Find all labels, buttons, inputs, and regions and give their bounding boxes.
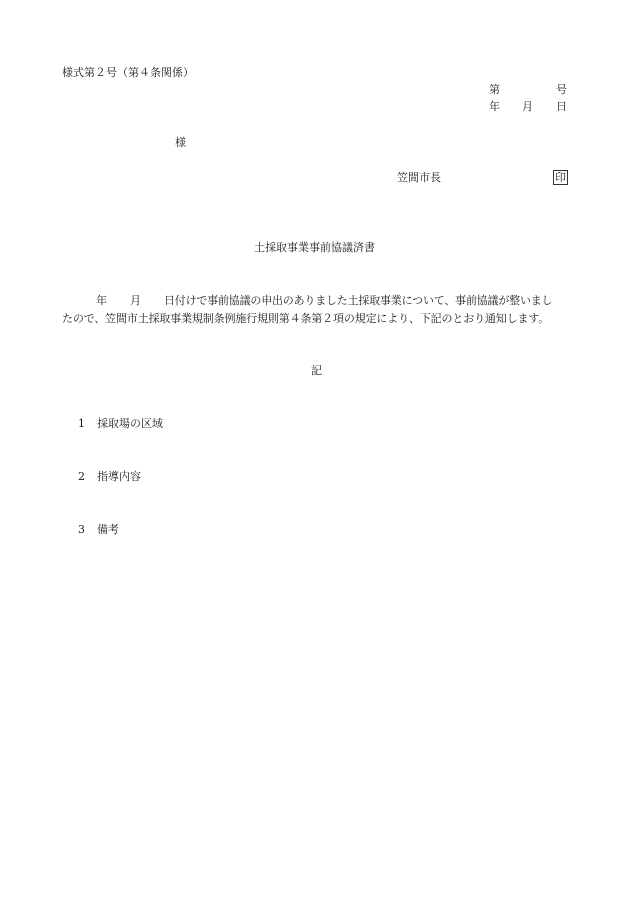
date-day: 日 [556, 100, 567, 113]
item-3-number: 3 [78, 523, 85, 536]
document-title: 土採取事業事前協議済書 [254, 241, 375, 254]
number-prefix: 第 [489, 83, 500, 96]
seal-mark [553, 170, 568, 185]
number-suffix: 号 [556, 83, 567, 96]
body-line1: 日付けで事前協議の申出のありました土採取事業について、事前協議が整いまし [164, 294, 553, 307]
issuer-name: 笠間市長 [397, 171, 441, 184]
seal-box: 印 [555, 171, 566, 184]
item-2-label: 指導内容 [97, 470, 141, 483]
item-1-label: 採取場の区域 [97, 417, 163, 430]
item-1-number: 1 [78, 417, 85, 430]
date-year: 年 [489, 100, 500, 113]
form-label: 様式第２号（第４条関係） [62, 66, 194, 79]
addressee-suffix: 様 [175, 136, 186, 149]
body-month: 月 [130, 294, 141, 307]
item-2-number: 2 [78, 470, 85, 483]
item-3-label: 備考 [97, 523, 119, 536]
body-year: 年 [96, 294, 107, 307]
date-month: 月 [522, 100, 533, 113]
body-line2: たので、笠間市土採取事業規制条例施行規則第４条第２項の規定により、下記のとおり通知します。 [62, 312, 550, 325]
ki-heading: 記 [311, 364, 322, 377]
